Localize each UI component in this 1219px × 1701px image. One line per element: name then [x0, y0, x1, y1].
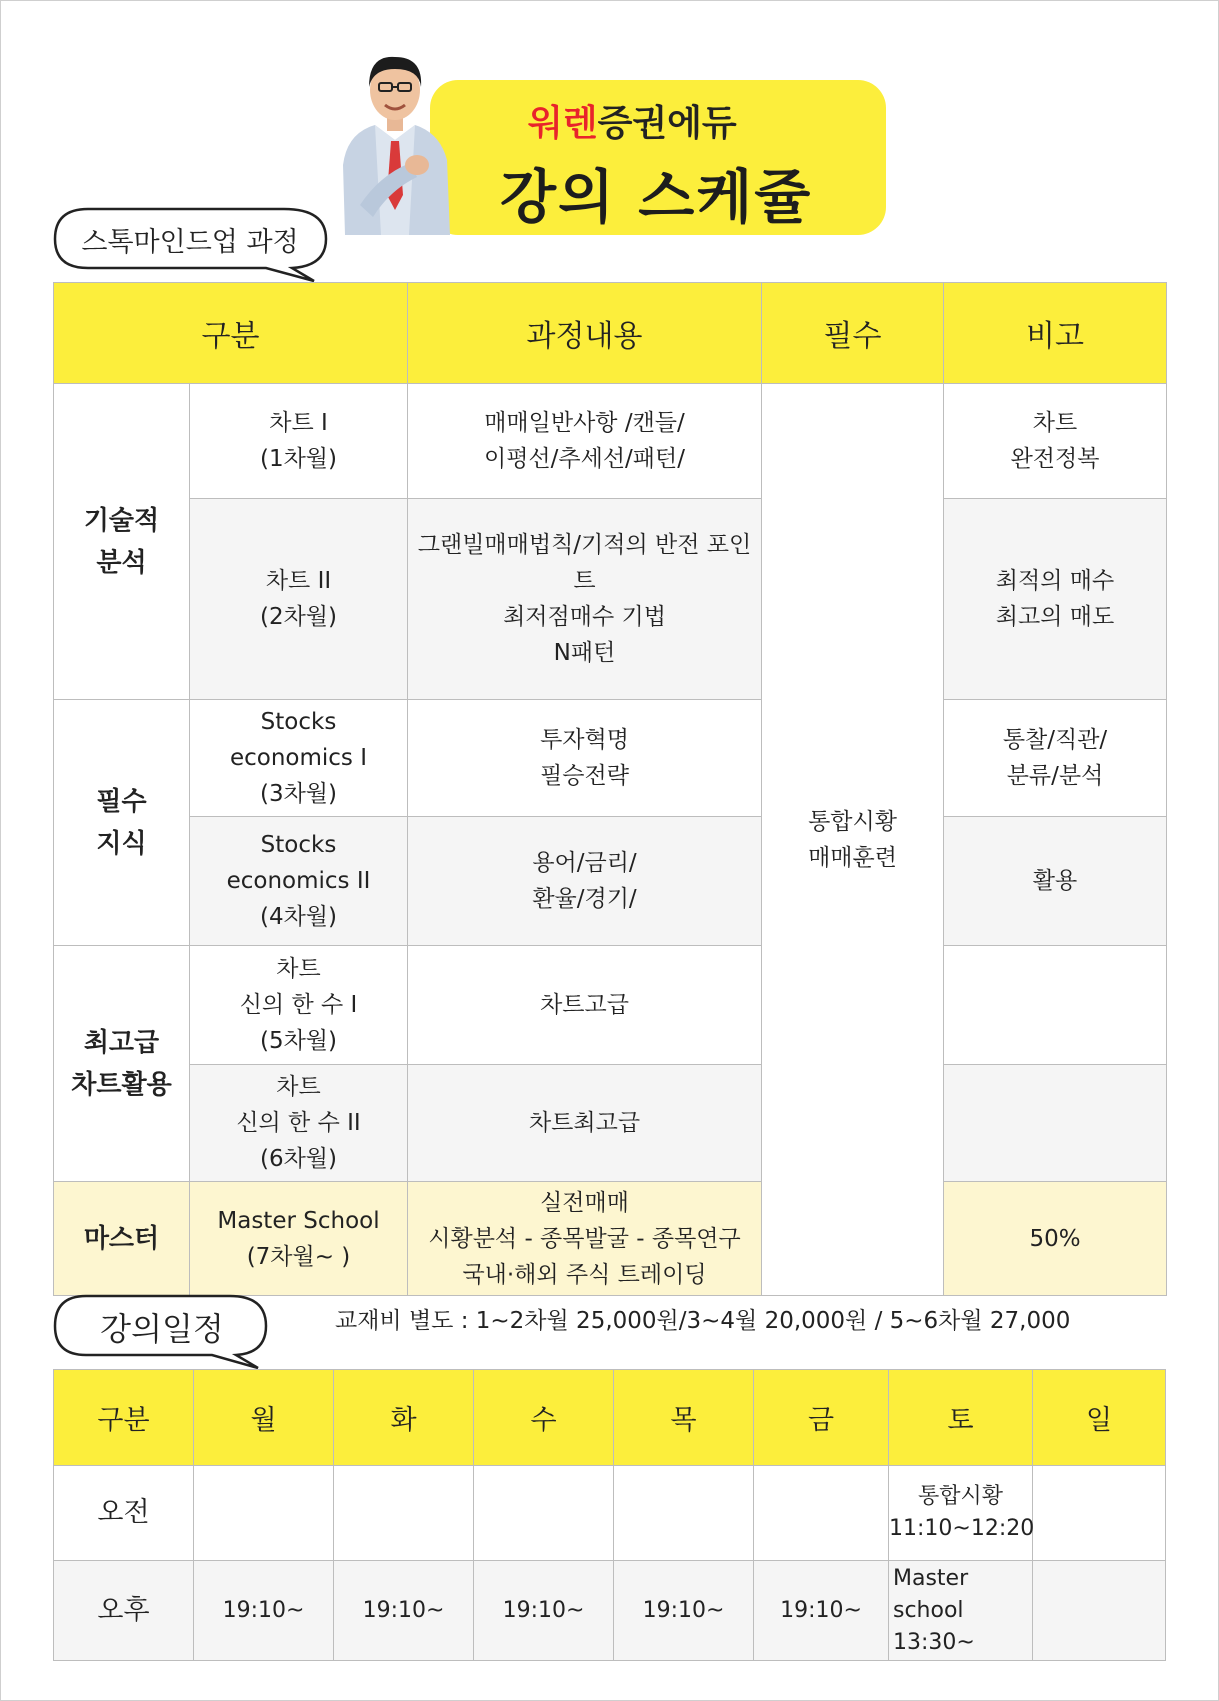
- category-knowledge: 필수 지식: [54, 700, 190, 946]
- category-technical: 기술적 분석: [54, 384, 190, 700]
- schedule-bubble-label: 강의일정: [100, 1310, 224, 1348]
- category-master: 마스터: [54, 1182, 190, 1296]
- am-wed: [474, 1466, 614, 1561]
- course-content: 그랜빌매매법칙/기적의 반전 포인트 최저점매수 기법 N패턴: [408, 499, 762, 700]
- sched-header-wed: 수: [474, 1370, 614, 1466]
- course-content: 차트최고급: [408, 1065, 762, 1182]
- course-note: 차트 완전정복: [944, 384, 1167, 499]
- course-content: 용어/금리/ 환율/경기/: [408, 817, 762, 946]
- course-content: 매매일반사항 /캔들/ 이평선/추세선/패턴/: [408, 384, 762, 499]
- sched-header-mon: 월: [194, 1370, 334, 1466]
- pm-sun: [1033, 1561, 1166, 1661]
- am-sun: [1033, 1466, 1166, 1561]
- page-title: 강의 스케쥴: [500, 163, 813, 231]
- pm-sat: Master school 13:30~: [889, 1561, 1033, 1661]
- am-thu: [614, 1466, 754, 1561]
- course-note: 활용: [944, 817, 1167, 946]
- course-content: 실전매매 시황분석 - 종목발굴 - 종목연구 국내·해외 주식 트레이딩: [408, 1182, 762, 1296]
- sched-header-sun: 일: [1033, 1370, 1166, 1466]
- course-note: 50%: [944, 1182, 1167, 1296]
- course-name: 차트 II (2차월): [190, 499, 408, 700]
- col-header-required: 필수: [762, 283, 944, 384]
- course-note: 최적의 매수 최고의 매도: [944, 499, 1167, 700]
- course-bubble: [52, 206, 332, 284]
- course-name: 차트 신의 한 수 II (6차월): [190, 1065, 408, 1182]
- brand-name: 워렌증권에듀: [528, 103, 737, 144]
- sched-header-category: 구분: [54, 1370, 194, 1466]
- schedule-table: [53, 1369, 1166, 1661]
- pm-tue: 19:10~: [334, 1561, 474, 1661]
- am-fri: [754, 1466, 889, 1561]
- course-name: Stocks economics II (4차월): [190, 817, 408, 946]
- col-header-note: 비고: [944, 283, 1167, 384]
- course-name: Master School (7차월~ ): [190, 1182, 408, 1296]
- instructor-photo: [335, 45, 455, 235]
- course-note: [944, 946, 1167, 1065]
- course-note: 통찰/직관/ 분류/분석: [944, 700, 1167, 817]
- pm-fri: 19:10~: [754, 1561, 889, 1661]
- schedule-bubble: [52, 1293, 272, 1371]
- sched-header-tue: 화: [334, 1370, 474, 1466]
- course-note: [944, 1065, 1167, 1182]
- sched-header-thu: 목: [614, 1370, 754, 1466]
- pm-wed: 19:10~: [474, 1561, 614, 1661]
- course-name: 차트 신의 한 수 Ⅰ (5차월): [190, 946, 408, 1065]
- course-table: [53, 282, 1167, 1296]
- row-label-pm: 오후: [54, 1561, 194, 1661]
- am-tue: [334, 1466, 474, 1561]
- col-header-content: 과정내용: [408, 283, 762, 384]
- course-name: Stocks economics Ⅰ (3차월): [190, 700, 408, 817]
- sched-header-sat: 토: [889, 1370, 1033, 1466]
- am-mon: [194, 1466, 334, 1561]
- course-bubble-label: 스톡마인드업 과정: [81, 227, 299, 258]
- course-content: 투자혁명 필승전략: [408, 700, 762, 817]
- course-content: 차트고급: [408, 946, 762, 1065]
- pm-thu: 19:10~: [614, 1561, 754, 1661]
- row-label-am: 오전: [54, 1466, 194, 1561]
- pm-mon: 19:10~: [194, 1561, 334, 1661]
- required-training: 통합시황 매매훈련: [762, 384, 944, 1296]
- textbook-fee-note: 교재비 별도 : 1~2차월 25,000원/3~4월 20,000원 / 5~6차월 27,000: [335, 1308, 1071, 1334]
- col-header-category: 구분: [54, 283, 408, 384]
- category-advanced: 최고급 차트활용: [54, 946, 190, 1182]
- sched-header-fri: 금: [754, 1370, 889, 1466]
- am-sat: 통합시황 11:10~12:20: [889, 1466, 1033, 1561]
- course-name: 차트 Ⅰ (1차월): [190, 384, 408, 499]
